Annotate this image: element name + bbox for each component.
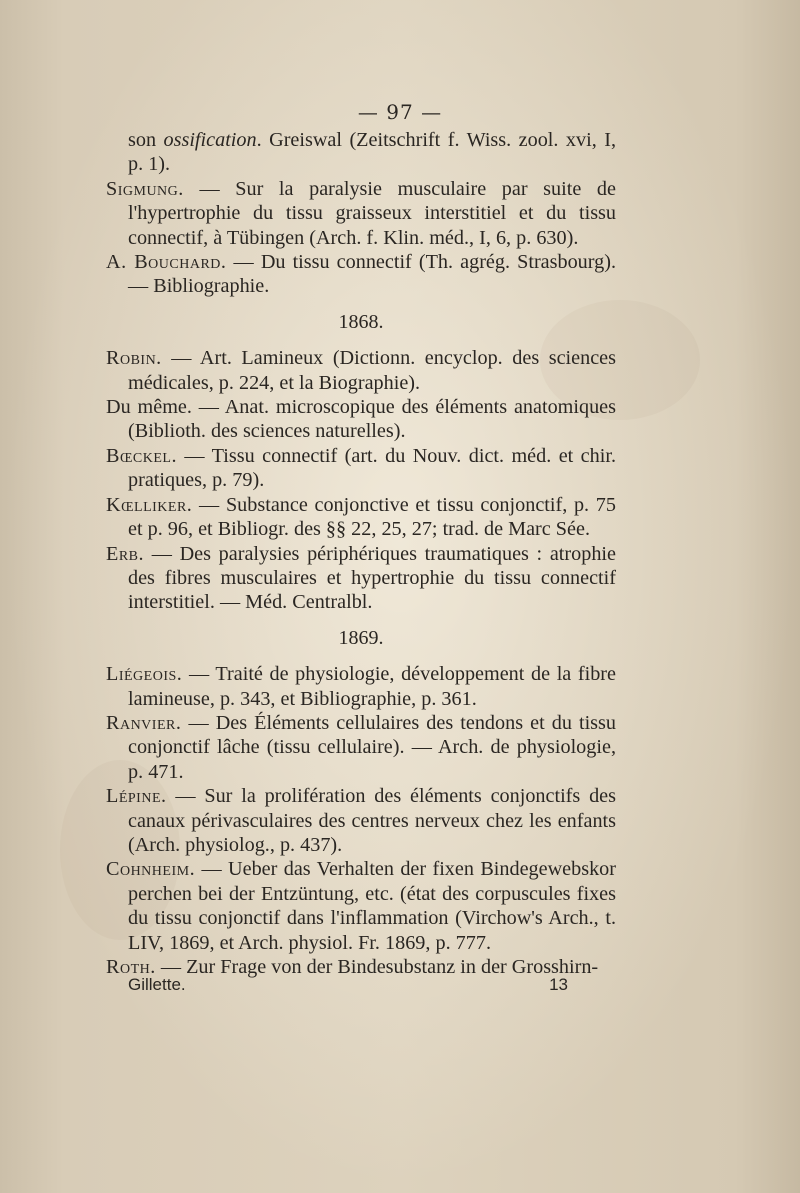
bibliography-entry (106, 395, 616, 444)
bibliography-entry (106, 177, 616, 250)
entry-text: — Des Éléments cellulaires des tendons et du tissu conjonctif lâche (tissu cellulaire). — Arch. de physiologie, p. 471. (128, 711, 616, 783)
bibliography-entry (106, 542, 616, 615)
entry-text: Du même. — Anat. microscopique des éléments anatomiques (Biblioth. des sciences naturelles). (106, 396, 616, 443)
entry-text: — Sur la paralysie musculaire par suite de l'hypertrophie du tissu graisseux interstitiel et du tissu connectif, à Tübingen (Arch. f. Klin. méd., I, 6, p. 630). (128, 177, 616, 249)
bibliography-entry (106, 250, 616, 299)
entry-author: Sigmung. (106, 177, 184, 200)
entry-text: — Ueber das Verhalten der fixen Bindegewebskor perchen bei der Entzüntung, etc. (état des corpuscules fixes du tissu conjonctif dans l'inflammation (Virchow's Arch., t. LIV, 1869, et Arch. physiol. Fr. 1869, p. 777. (128, 858, 616, 954)
entry-text: — Art. Lamineux (Dictionn. encyclop. des sciences médicales, p. 224, et la Biographie). (128, 347, 616, 394)
bibliography-entry (106, 784, 616, 857)
year-heading: 1868. (338, 310, 384, 333)
entry-author: Roth. (106, 956, 156, 978)
bibliography-text (106, 128, 616, 979)
entry-author: Robin. (106, 347, 162, 370)
bibliography-entry (106, 444, 616, 493)
page-footer (128, 975, 568, 995)
bibliography-entry (106, 128, 616, 177)
entry-text: — Des paralysies périphériques traumatiques : atrophie des fibres musculaires et hypertrophie du tissu connectif interstitiel. — Méd. Centralbl. (128, 542, 616, 614)
entry-author: Liégeois. (106, 663, 183, 686)
entry-italic-text: ossification (163, 129, 257, 151)
year-heading: 1869. (338, 626, 384, 649)
sheet-number: 13 (549, 975, 568, 994)
entry-author: Bœckel. (106, 444, 178, 467)
entry-author: Cohnheim. (106, 858, 196, 881)
bibliography-entry (106, 662, 616, 711)
bibliography-entry (106, 857, 616, 955)
entry-text: — Substance conjonctive et tissu conjonctif, p. 75 et p. 96, et Bibliogr. des §§ 22, 25, 27; trad. de Marc Sée. (128, 493, 616, 541)
entry-text: — Du tissu connectif (Th. agrég. Strasbourg). — Bibliographie. (128, 251, 616, 298)
entry-text: — Zur Frage von der Bindesubstanz in der Grosshirn- (155, 956, 599, 978)
bibliography-entry (106, 346, 616, 395)
entry-author: Kœlliker. (106, 493, 193, 516)
entry-author: Ranvier. (106, 711, 182, 734)
bibliography-entry (106, 711, 616, 784)
bibliography-entry (106, 493, 616, 542)
entry-text: — Sur la prolifération des éléments conjonctifs des canaux périvasculaires des centres nerveux chez les enfants (Arch. physiolog., p. 437). (128, 785, 616, 856)
entry-text: . Greiswal (Zeitschrift f. Wiss. zool. xvi, I, p. 1). (128, 129, 616, 176)
entry-author: Erb. (106, 542, 145, 565)
entry-text-before: son (128, 129, 164, 151)
entry-text: — Tissu connectif (art. du Nouv. dict. méd. et chir. pratiques, p. 79). (128, 444, 616, 492)
entry-author: Lépine. (106, 785, 167, 808)
page-number: — 97 — (357, 100, 443, 124)
printer-signature: Gillette. (128, 975, 186, 994)
entry-text: — Traité de physiologie, développement de la fibre lamineuse, p. 343, et Bibliographie, p. 361. (128, 663, 616, 710)
entry-author: A. Bouchard. (106, 251, 227, 274)
